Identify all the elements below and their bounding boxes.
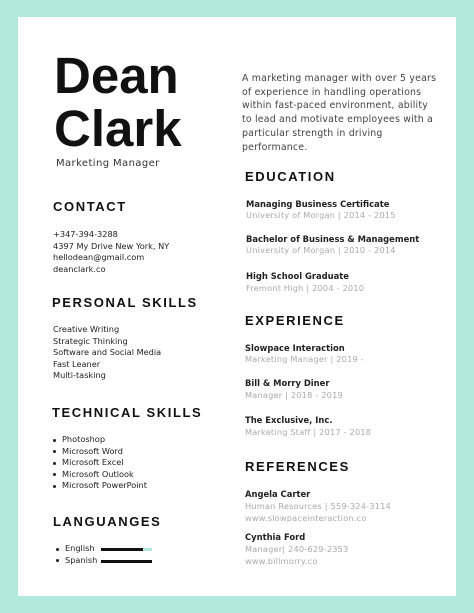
reference-contact: Human Resources | 559-324-3114: [245, 501, 391, 511]
experience-sub: Marketing Manager | 2019 -: [245, 354, 364, 364]
education-title: Managing Business Certificate: [246, 199, 390, 209]
experience-title: Slowpace Interaction: [245, 343, 345, 353]
reference-name: Angela Carter: [245, 489, 311, 499]
technical-skill-item: Microsoft Excel: [62, 457, 147, 469]
references-heading: REFERENCES: [245, 459, 350, 474]
language-label: English: [65, 543, 115, 555]
first-name: Dean: [54, 47, 179, 104]
technical-skill-item: Photoshop: [62, 434, 147, 446]
experience-heading: EXPERIENCE: [245, 313, 345, 328]
personal-skills-heading: PERSONAL SKILLS: [52, 295, 198, 310]
summary: A marketing manager with over 5 years of experience in handling operations within fast-paced environment, ability to lead and motivate employees with a particular strength in driving performance.: [242, 73, 437, 153]
technical-skills-list: [52, 434, 147, 492]
experience-title: Bill & Morry Diner: [245, 378, 330, 388]
spanish-level-fill: [101, 560, 152, 563]
technical-skill-item: Microsoft Word: [62, 446, 147, 458]
languages-heading: LANGUANGES: [53, 514, 162, 529]
reference-website[interactable]: www.slowpaceinteraction.co: [245, 513, 367, 523]
technical-skills-heading: TECHNICAL SKILLS: [52, 405, 203, 420]
education-sub: University of Morgan | 2014 - 2015: [246, 210, 396, 220]
personal-skill-item: Creative Writing: [53, 324, 120, 334]
spanish-level-bar: [101, 560, 152, 563]
personal-skill-item: Software and Social Media: [53, 347, 162, 358]
education-title: High School Graduate: [246, 271, 349, 281]
contact-address: 4397 My Drive New York, NY: [53, 240, 170, 251]
education-sub: Fremont High | 2004 - 2010: [246, 283, 365, 293]
languages-list: [55, 543, 155, 567]
reference-website[interactable]: www.billmorry.co: [245, 556, 318, 566]
personal-skill-item: Strategic Thinking: [53, 335, 128, 346]
english-level-bar: [101, 548, 152, 551]
personal-skill-item: Multi-tasking: [53, 370, 106, 381]
personal-skills-list: [53, 324, 161, 382]
experience-sub: Manager | 2018 - 2019: [245, 390, 343, 400]
reference-contact: Manager| 240-629-2353: [245, 544, 349, 554]
contact-phone: +347-394-3288: [53, 229, 118, 239]
experience-title: The Exclusive, Inc.: [245, 415, 333, 425]
resume-page: [18, 17, 456, 596]
technical-skill-item: Microsoft PowerPoint: [62, 480, 147, 491]
education-heading: EDUCATION: [245, 169, 336, 184]
contact-heading: CONTACT: [53, 199, 127, 214]
personal-skill-item: Fast Leaner: [53, 358, 101, 369]
reference-name: Cynthia Ford: [245, 532, 306, 542]
contact-website[interactable]: deanclark.co: [53, 263, 106, 274]
technical-skill-item: Microsoft Outlook: [62, 469, 147, 481]
english-level-fill: [101, 548, 143, 551]
experience-sub: Marketing Staff | 2017 - 2018: [245, 427, 372, 437]
education-sub: University of Morgan | 2010 - 2014: [246, 245, 396, 255]
last-name: Clark: [54, 100, 182, 157]
contact-block: [53, 229, 169, 275]
language-label: Spanish: [65, 555, 115, 567]
contact-email[interactable]: hellodean@gmail.com: [53, 252, 145, 263]
job-title: Marketing Manager: [56, 158, 160, 169]
education-title: Bachelor of Business & Management: [246, 234, 420, 244]
